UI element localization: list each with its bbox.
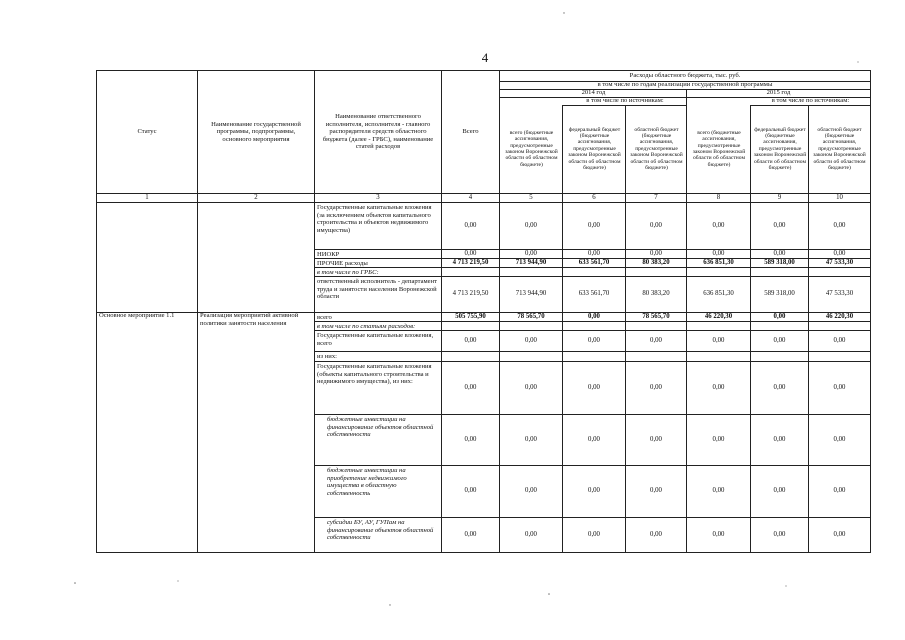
value-cell: 0,00 xyxy=(712,383,725,391)
budget-table xyxy=(96,70,871,553)
value-cell: 0,00 xyxy=(464,249,477,257)
value-cell: 713 944,90 xyxy=(515,290,547,298)
main-event-status: Основное мероприятие 1.1 xyxy=(99,312,175,319)
row-label: субсидии БУ, АУ, ГУПам на финансирование объектов областной собственности xyxy=(327,519,434,542)
value-cell: 47 533,30 xyxy=(825,290,854,298)
value-cell: 0,00 xyxy=(650,487,662,495)
expenses-title: Расходы областного бюджета, тыс. руб. xyxy=(629,72,741,80)
value-cell: 0,00 xyxy=(833,435,846,443)
value-cell: 0,00 xyxy=(464,530,477,538)
value-cell: 4 713 219,50 xyxy=(452,258,489,266)
row-label: НИОКР xyxy=(317,251,340,258)
value-cell: 0,00 xyxy=(588,435,600,443)
col-federal-2015: федеральный бюджет (бюджетные ассигнования, предусмотренные законом Воронежской области об областном бюджете) xyxy=(753,126,807,172)
value-cell: 0,00 xyxy=(650,221,662,229)
value-cell: 0,00 xyxy=(712,530,725,538)
column-number: 10 xyxy=(836,193,843,201)
value-cell: 0,00 xyxy=(773,336,786,344)
col-total-2014: всего (бюджетные ассигнования, предусмотренные законом Воронежской области об областном бюджете) xyxy=(505,129,558,168)
value-cell: 0,00 xyxy=(588,336,600,344)
value-cell: 0,00 xyxy=(525,221,537,229)
page-number: 4 xyxy=(481,50,489,65)
value-cell: 0,00 xyxy=(588,487,600,495)
value-cell: 0,00 xyxy=(773,249,786,257)
value-cell: 0,00 xyxy=(833,383,846,391)
value-cell: 636 851,30 xyxy=(703,290,734,298)
value-cell: 0,00 xyxy=(833,249,846,257)
value-cell: 0,00 xyxy=(525,435,537,443)
value-cell: 78 565,70 xyxy=(517,312,545,320)
total-header: Всего xyxy=(462,128,479,136)
column-number: 1 xyxy=(145,193,149,201)
row-label: в том числе по ГРБС: xyxy=(317,269,379,276)
value-cell: 636 851,30 xyxy=(703,258,734,266)
value-cell: 0,00 xyxy=(650,383,662,391)
value-cell: 0,00 xyxy=(464,336,477,344)
column-number: 2 xyxy=(254,193,258,201)
col-regional-2014: областной бюджет (бюджетные ассигнования, предусмотренные законом Воронежской области об областном бюджете) xyxy=(630,126,683,172)
value-cell: 0,00 xyxy=(464,487,477,495)
executor-header: Наименование ответственного исполнителя, исполнителя - главного распорядителя средств областного бюджета (далее - ГРБС), наименование статей расходов xyxy=(322,113,434,151)
value-cell: 0,00 xyxy=(464,435,477,443)
value-cell: 0,00 xyxy=(464,221,477,229)
value-cell: 0,00 xyxy=(650,336,662,344)
value-cell: 0,00 xyxy=(588,312,600,320)
value-cell: 47 533,30 xyxy=(825,258,854,266)
value-cell: 0,00 xyxy=(650,249,662,257)
value-cell: 46 220,30 xyxy=(704,312,733,320)
value-cell: 633 561,70 xyxy=(578,290,610,298)
value-cell: 0,00 xyxy=(833,221,846,229)
col-total-2015: всего (бюджетные ассигнования, предусмотренные законом Воронежской области об областном бюджете) xyxy=(692,129,746,168)
column-number: 6 xyxy=(592,193,596,201)
value-cell: 505 755,90 xyxy=(455,312,486,320)
value-cell: 0,00 xyxy=(833,487,846,495)
row-label: в том числе по статьям расходов: xyxy=(317,323,416,330)
value-cell: 80 383,20 xyxy=(642,290,670,298)
value-cell: 80 383,20 xyxy=(642,258,670,266)
value-cell: 0,00 xyxy=(712,249,725,257)
row-label: всего xyxy=(317,314,332,321)
row-label: из них: xyxy=(317,353,337,360)
value-cell: 0,00 xyxy=(773,383,786,391)
value-cell: 0,00 xyxy=(588,249,600,257)
value-cell: 78 565,70 xyxy=(642,312,670,320)
value-cell: 0,00 xyxy=(525,383,537,391)
row-label: Государственные капитальные вложения (за исключением объектов капитального строительства и объектов недвижимого имущества) xyxy=(317,204,432,234)
value-cell: 0,00 xyxy=(525,249,537,257)
by-years-label: в том числе по годам реализации государственной программы xyxy=(597,81,773,89)
value-cell: 0,00 xyxy=(773,435,786,443)
value-cell: 0,00 xyxy=(588,383,600,391)
value-cell: 0,00 xyxy=(712,336,725,344)
value-cell: 0,00 xyxy=(833,530,846,538)
row-label: бюджетные инвестиции на финансирование объектов областной собственности xyxy=(327,416,434,439)
sources-label-2014: в том числе по источникам: xyxy=(586,97,664,105)
value-cell: 589 318,00 xyxy=(764,258,795,266)
value-cell: 589 318,00 xyxy=(764,290,795,298)
value-cell: 0,00 xyxy=(525,530,537,538)
value-cell: 0,00 xyxy=(464,383,477,391)
row-label: ПРОЧИЕ расходы xyxy=(317,260,368,267)
value-cell: 46 220,30 xyxy=(825,312,854,320)
value-cell: 713 944,90 xyxy=(515,258,547,266)
value-cell: 0,00 xyxy=(773,221,786,229)
program-header: Наименование государственной программы, подпрограммы, основного мероприятия xyxy=(211,120,301,143)
value-cell: 0,00 xyxy=(712,487,725,495)
column-number: 8 xyxy=(716,193,721,201)
value-cell: 0,00 xyxy=(650,435,662,443)
value-cell: 0,00 xyxy=(588,221,600,229)
value-cell: 633 561,70 xyxy=(578,258,610,266)
row-label: Государственные капитальные вложения (объекты капитального строительства и недвижимого имущества), из них: xyxy=(317,363,432,386)
main-event-name: Реализация мероприятий активной политики занятости населения xyxy=(200,312,299,327)
value-cell: 0,00 xyxy=(773,487,786,495)
row-label: Государственные капитальные вложения, всего xyxy=(317,332,434,347)
column-number: 5 xyxy=(529,193,533,201)
row-label: ответственный исполнитель - департамент труда и занятости населения Воронежской области xyxy=(317,278,438,301)
col-regional-2015: областной бюджет (бюджетные ассигнования, предусмотренные законом Воронежской области об областном бюджете) xyxy=(813,126,866,172)
value-cell: 0,00 xyxy=(712,221,725,229)
column-number: 4 xyxy=(468,193,473,201)
sources-label-2015: в том числе по источникам: xyxy=(771,97,850,105)
value-cell: 0,00 xyxy=(525,336,537,344)
value-cell: 4 713 219,50 xyxy=(452,290,489,298)
col-federal-2014: федеральный бюджет (бюджетные ассигнования, предусмотренные законом Воронежской области об областном бюджете) xyxy=(568,126,621,172)
value-cell: 0,00 xyxy=(773,530,786,538)
value-cell: 0,00 xyxy=(712,435,725,443)
year-2014: 2014 год xyxy=(581,89,606,97)
value-cell: 0,00 xyxy=(650,530,662,538)
row-label: бюджетные инвестиции на приобретение недвижимого имущества в областную собственность xyxy=(327,467,407,497)
column-number: 7 xyxy=(654,193,658,201)
value-cell: 0,00 xyxy=(588,530,600,538)
year-2015: 2015 год xyxy=(766,89,791,97)
status-header: Статус xyxy=(137,128,157,136)
value-cell: 0,00 xyxy=(773,312,786,320)
column-number: 9 xyxy=(777,193,782,201)
column-number: 3 xyxy=(376,193,380,201)
value-cell: 0,00 xyxy=(525,487,537,495)
value-cell: 0,00 xyxy=(833,336,846,344)
